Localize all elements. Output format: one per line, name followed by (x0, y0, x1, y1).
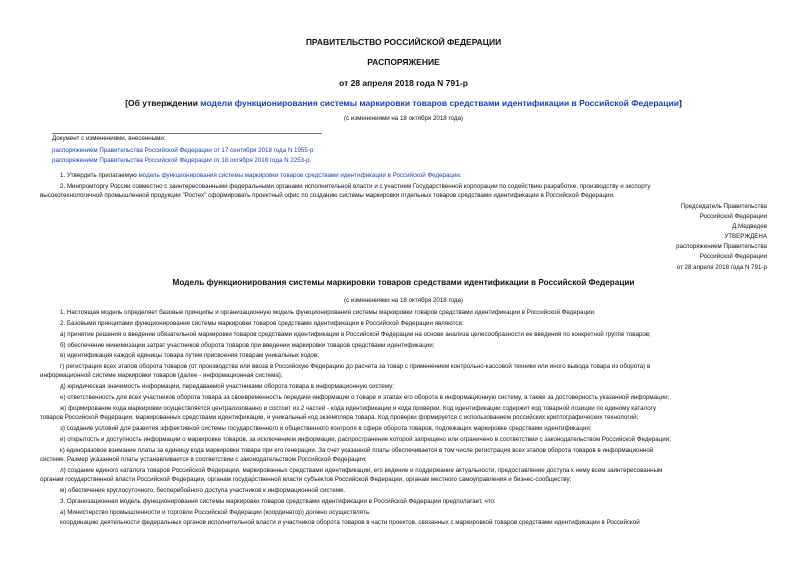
model-line: е) ответственность для всех участников оборота товара за своевременность передачи информации о товаре и этапах его оборота в информационную систему, а также за достоверность указанной информации; (60, 394, 670, 401)
model-line: 2. Базовыми принципами функционирования системы маркировки товаров средствами идентификации в Российской Федерации являются: (60, 320, 464, 327)
model-line: л) создание единого каталога товаров Российской Федерации, маркированных средствами идентификации, его ведение и поддержание актуальности, предоставление доступа к нему всем заинтересованным (60, 467, 663, 474)
signature-line: распоряжением Правительства (676, 243, 767, 251)
signature-line: Д.Медведев (732, 223, 767, 231)
model-line: координацию деятельности федеральных органов исполнительной власти и участников оборота товаров в части проектов, связанных с маркировкой товаров средствами идентификации в Российской (60, 519, 640, 526)
paragraph-2: 2. Минпромторгу России совместно с заинтересованными федеральными органами исполнительной власти и с участием Государственной корпорации по содействию разработке, производству и экспорту (60, 183, 651, 190)
model-line: а) принятие решения о введении обязательной маркировки товаров средствами идентификации в Российской Федерации на основе анализа целесообразности ее введения по конкретной группе товаров; (60, 331, 651, 338)
title-link[interactable]: модели функционирования системы маркировки товаров средствами идентификации в Российской Федерации (200, 98, 679, 108)
model-line: товаров Российской Федерации, маркированных средствами идентификации, и уникальный код экземпляра товара. Код проверки формируется с использованием российских криптографических технологий; (40, 414, 639, 421)
model-line: 1. Настоящая модель определяет базовые принципы и организационную модель функционирования системы маркировки товаров средствами идентификации в Российской Федерации. (60, 309, 596, 316)
government-heading: ПРАВИТЕЛЬСТВО РОССИЙСКОЙ ФЕДЕРАЦИИ (305, 37, 502, 47)
model-line: 3. Организационная модель функционирования системы маркировки товаров средствами идентификации в Российской Федерации предполагает, что: (60, 498, 496, 505)
model-line: и) открытость и доступность информации о маркировке товаров, за исключением информации, распространение которой запрещено или ограничено в соответствии с законодательством Российской Федерации; (60, 436, 671, 443)
document-title (0, 98, 807, 108)
model-line: в) идентификация каждой единицы товара путем присвоения товарам уникальных кодов; (60, 352, 319, 359)
model-line: м) обеспечение круглосуточного, бесперебойного доступа участников к информационной системе. (60, 487, 346, 494)
model-line: а) Министерство промышленности и торговли Российской Федерации (координатор) должно осуществлять: (60, 509, 371, 516)
model-line: з) создание условий для развития эффективной системы государственного и общественного контроля в сфере оборота товаров, подлежащих маркировке средствами идентификации; (60, 425, 592, 432)
amendment-link[interactable]: распоряжением Правительства Российской Федерации от 17 сентября 2018 года N 1955-р; (52, 147, 316, 154)
document-kind: РАСПОРЯЖЕНИЕ (367, 57, 440, 67)
signature-line: от 28 апреля 2018 года N 791-р (676, 263, 767, 271)
amendment-link[interactable]: распоряжением Правительства Российской Федерации от 18 октября 2018 года N 2253-р. (52, 157, 312, 164)
model-title: Модель функционирования системы маркировки товаров средствами идентификации в Российской Федерации (172, 278, 635, 287)
title-bracket-close: ] (678, 98, 682, 108)
amendments-intro: Документ с изменениями, внесенными: (52, 135, 166, 142)
model-line: ж) формирование кода маркировки осуществляется централизованно и состоит из 2 частей - кода идентификации и кода проверки. Код идентификации содержит код товарной позиции по единому каталогу (60, 405, 657, 412)
model-line: к) единоразовое взимание платы за единицу кода маркировки товара при его генерации. За счет указанной платы обеспечивается в том числе регистрация всех этапов оборота товаров в информационной (60, 447, 654, 454)
model-line: д) юридическая значимость информации, передаваемой участниками оборота товара в информационную систему; (60, 383, 395, 390)
signature-line: УТВЕРЖДЕНА (724, 233, 767, 241)
model-line: информационной системе маркировки товаров (далее - информационная система); (40, 372, 283, 379)
title-bracket-open: [Об утверждении (125, 98, 201, 108)
model-changes-note: (с изменениями на 18 октября 2018 года) (344, 297, 463, 304)
signature-line: Российской Федерации (699, 213, 767, 221)
divider (52, 133, 322, 134)
paragraph-1: 1. Утвердить прилагаемую модель функционирования системы маркировки товаров средствами идентификации в Российской Федерации. (60, 172, 462, 179)
signature-block (676, 202, 767, 273)
signature-line: Председатель Правительства (680, 203, 767, 210)
model-line: органам государственной власти Российской Федерации, органам государственной власти субъектов Российской Федерации, органам местного самоуправления и бизнес-сообществу; (40, 476, 572, 483)
changes-note: (с изменениями на 18 октября 2018 года) (344, 115, 463, 122)
model-line: б) обеспечение минимизации затрат участников оборота товаров при введении маркировки товаров средствами идентификации; (60, 342, 435, 349)
model-line: г) регистрация всех этапов оборота товаров (от производства или ввоза в Российскую Федерацию до расчета за товар с применением контрольно-кассовой техники или иного вывода товара из оборота) в (60, 363, 651, 370)
paragraph-2-cont: высокотехнологичной промышленной продукции "Ростех" сформировать проектный офис по созданию системы маркировки отдельных товаров средствами идентификации в Российской Федерации. (40, 192, 615, 199)
document-date: от 28 апреля 2018 года N 791-р (339, 78, 468, 88)
signature-line: Российской Федерации (699, 253, 767, 261)
model-link[interactable]: модель функционирования системы маркировки товаров средствами идентификации в Российской Федерации (138, 172, 460, 179)
model-line: системе. Размер указанной платы устанавливается в соответствии с законодательством Российской Федерации; (40, 456, 367, 463)
